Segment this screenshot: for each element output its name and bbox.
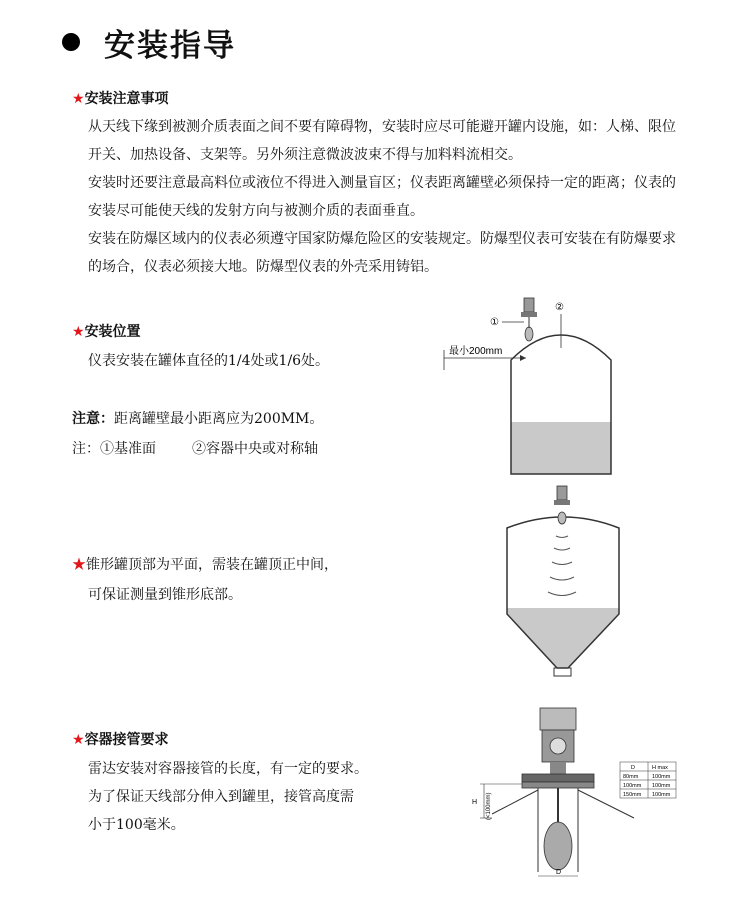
cone-text-line1: 锥形罐顶部为平面，需装在罐顶正中间，: [86, 557, 338, 573]
radar-flange: [521, 312, 537, 317]
nozzle-line: 小于100毫米。: [88, 817, 185, 833]
section-heading-text: 容器接管要求: [84, 732, 169, 748]
cone-text-2: 可保证测量到锥形底部。: [88, 587, 242, 603]
note2-item2: ②容器中央或对称轴: [192, 441, 318, 457]
cone-liquid: [507, 608, 619, 668]
table-cell: 80mm: [623, 774, 639, 780]
star-icon: ★: [72, 557, 86, 573]
nozzle-flange: [522, 782, 594, 788]
outlet-pipe: [554, 668, 571, 676]
star-icon: ★: [72, 324, 85, 340]
radar-flange: [554, 500, 570, 505]
paragraph: 安装在防爆区域内的仪表必须遵守国家防爆危险区的安装规定。防爆型仪表可安装在有防爆要求的场合，仪表必须接大地。防爆型仪表的外壳采用铸铝。: [88, 231, 676, 275]
paragraph: 从天线下缘到被测介质表面之间不要有障碍物，安装时应尽可能避开罐内设施，如：人梯、限位开关、加热设备、支架等。另外须注意微波波束不得与加料料流相交。: [88, 119, 676, 163]
h-sub-label: (<100mm): [486, 792, 492, 820]
page-title: 安装指导: [104, 28, 236, 64]
section-heading-text: 安装位置: [84, 324, 141, 340]
label-2: ②: [555, 302, 564, 313]
table-cell: 100mm: [652, 774, 671, 780]
radar-head: [524, 298, 534, 312]
tank-diagram: [440, 292, 640, 482]
precautions-text: [88, 113, 688, 281]
table-cell: 100mm: [652, 783, 671, 789]
gauge-icon: [550, 738, 566, 754]
table-header: D: [631, 765, 635, 771]
radar-antenna: [558, 512, 566, 524]
cone-tank-diagram: [498, 484, 628, 684]
position-text: 仪表安装在罐体直径的1/4处或1/6处。: [88, 353, 330, 369]
table-cell: 100mm: [652, 792, 671, 798]
star-icon: ★: [72, 91, 85, 107]
roof-left: [492, 790, 538, 814]
distance-label: 最小200mm: [449, 346, 503, 357]
section-heading-text: 安装注意事项: [84, 91, 169, 107]
label-1: ①: [490, 317, 499, 328]
nozzle-line: 雷达安装对容器接管的长度，有一定的要求。: [88, 761, 368, 777]
title-bullet: [62, 33, 80, 51]
section-heading-nozzle: [72, 729, 169, 749]
section-heading-precautions: [72, 88, 169, 108]
tank-liquid: [511, 422, 611, 474]
h-label: H: [472, 799, 478, 806]
nozzle-text: [88, 755, 368, 839]
note-text: 距离罐壁最小距离应为200MM。: [114, 411, 324, 427]
antenna-horn: [544, 822, 572, 870]
paragraph: 安装时还要注意最高料位或液位不得进入测量盲区；仪表距离罐壁必须保持一定的距离；仪表的安装尽可能使天线的发射方向与被测介质的表面垂直。: [88, 175, 676, 219]
top-flange: [522, 774, 594, 782]
note-label: 注意：: [72, 411, 114, 427]
cone-text-1: [72, 554, 338, 574]
section-heading-position: [72, 321, 141, 341]
radar-housing: [540, 708, 576, 730]
star-icon: ★: [72, 732, 85, 748]
note2-line: [72, 438, 318, 458]
note-line: [72, 408, 323, 428]
nozzle-line: 为了保证天线部分伸入到罐里，接管高度需: [88, 789, 354, 805]
radar-antenna: [525, 327, 533, 341]
size-table: [620, 762, 676, 798]
table-cell: 100mm: [623, 783, 642, 789]
note2-item1: ①基准面: [100, 441, 156, 457]
note2-label: 注：: [72, 441, 100, 457]
dimension-arrow: [520, 355, 526, 361]
radar-head: [557, 486, 567, 500]
d-label: D: [556, 869, 562, 876]
wave-arcs: [548, 536, 576, 596]
table-header: H max: [652, 765, 668, 771]
table-cell: 150mm: [623, 792, 642, 798]
radar-neck: [550, 762, 566, 774]
nozzle-diagram: [462, 700, 692, 895]
